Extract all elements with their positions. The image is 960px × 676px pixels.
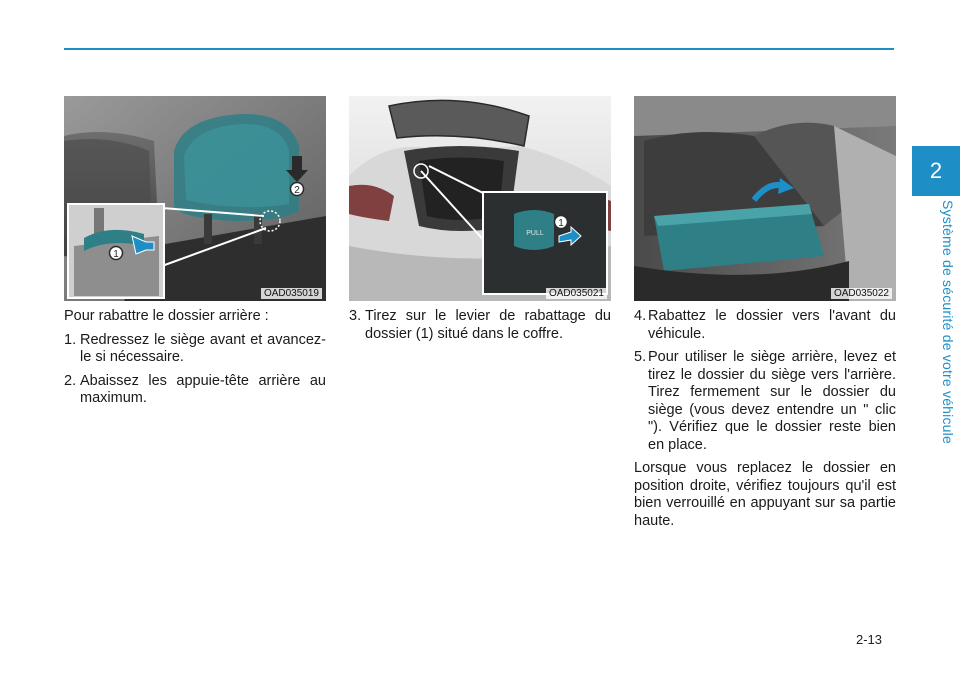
step-number: 1. bbox=[64, 331, 77, 348]
step-number: 2. bbox=[64, 372, 77, 389]
instructions-column-1 bbox=[64, 308, 326, 414]
figure-trunk-lever-illustration bbox=[349, 96, 611, 301]
instructions-column-3 bbox=[634, 308, 896, 536]
step-text: Tirez sur le levier de rabattage du dossier (1) situé dans le coffre. bbox=[365, 308, 611, 342]
chapter-number: 2 bbox=[929, 158, 943, 183]
step-number: 4. bbox=[634, 308, 647, 324]
figure-code: OAD035021 bbox=[546, 288, 607, 299]
step-text: Abaissez les appuie-tête arrière au maximum. bbox=[80, 372, 326, 406]
header-rule bbox=[64, 48, 894, 50]
figure-code: OAD035022 bbox=[831, 288, 892, 299]
step-1 bbox=[64, 332, 326, 367]
step-2 bbox=[64, 373, 326, 408]
figure-headrest-illustration bbox=[64, 96, 326, 301]
callout-2-label: 2 bbox=[294, 185, 300, 196]
figure-code: OAD035019 bbox=[261, 288, 322, 299]
figure-trunk-lever bbox=[349, 96, 611, 301]
page-number: 2-13 bbox=[856, 632, 883, 647]
callout-1-label: 1 bbox=[558, 218, 564, 229]
locking-note: Lorsque vous replacez le dossier en position droite, vérifiez toujours qu'il est bien verrouillé en appuyant sur sa partie haute. bbox=[634, 460, 896, 529]
step-number: 3. bbox=[349, 308, 362, 324]
step-3 bbox=[349, 308, 611, 343]
step-5 bbox=[634, 349, 896, 454]
step-number: 5. bbox=[634, 349, 647, 365]
intro-text: Pour rabattre le dossier arrière : bbox=[64, 308, 269, 324]
instructions-column-2 bbox=[349, 308, 611, 349]
step-text: Rabattez le dossier vers l'avant du véhicule. bbox=[648, 308, 896, 342]
figure-headrest bbox=[64, 96, 326, 301]
figure-folded-seat-illustration bbox=[634, 96, 896, 301]
step-text: Pour utiliser le siège arrière, levez et tirez le dossier du siège vers l'arrière. Tirez fermement sur le dossier du siège (vous devez entendre un " clic "). Vérifiez que le dossier reste bien en place. bbox=[648, 349, 896, 453]
chapter-tab bbox=[912, 146, 960, 196]
chapter-title: Système de sécurité de votre véhicule bbox=[940, 200, 956, 444]
lever-label: PULL bbox=[526, 230, 544, 237]
callout-1-label: 1 bbox=[113, 249, 119, 260]
step-4 bbox=[634, 308, 896, 343]
figure-folded-seat bbox=[634, 96, 896, 301]
step-text: Redressez le siège avant et avancez-le si nécessaire. bbox=[80, 331, 326, 365]
